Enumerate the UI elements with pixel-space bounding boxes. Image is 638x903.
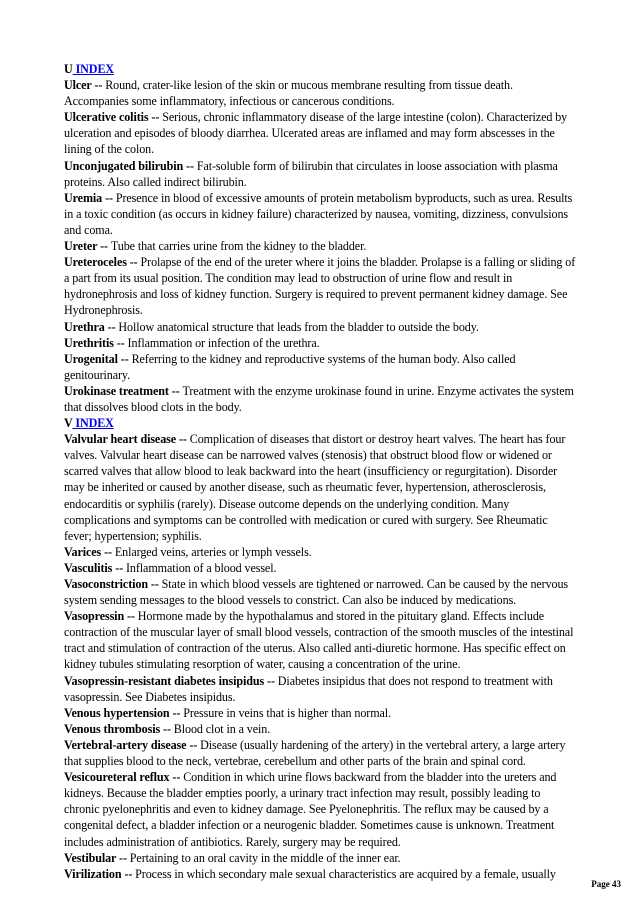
- term-separator: --: [126, 255, 141, 270]
- term-separator: --: [112, 560, 126, 575]
- glossary-entry: [64, 737, 578, 769]
- section-heading: [64, 61, 578, 77]
- glossary-term: Vestibular: [64, 850, 117, 865]
- index-link[interactable]: INDEX: [72, 62, 115, 76]
- glossary-term: Ulcer: [64, 78, 92, 93]
- term-separator: --: [124, 609, 138, 624]
- term-separator: --: [113, 335, 128, 350]
- glossary-entry: [64, 544, 578, 560]
- glossary-term: Ureter: [64, 239, 98, 254]
- glossary-definition: Tube that carries urine from the kidney to the bladder.: [110, 239, 367, 254]
- glossary-term: Vasculitis: [64, 560, 113, 575]
- term-separator: --: [117, 351, 132, 366]
- glossary-term: Vasopressin-resistant diabetes insipidus: [64, 673, 265, 688]
- glossary-term: Uremia: [64, 190, 103, 205]
- glossary-term: Vesicoureteral reflux: [64, 770, 170, 785]
- glossary-entry: [64, 608, 578, 672]
- glossary-entry: [64, 351, 578, 383]
- glossary-page: [64, 61, 578, 882]
- glossary-entry: [64, 769, 578, 849]
- term-separator: --: [169, 705, 184, 720]
- glossary-term: Vasoconstriction: [64, 577, 148, 591]
- glossary-entry: [64, 560, 578, 576]
- glossary-definition: Referring to the kidney and reproductive systems of the human body. Also called genitourinary.: [64, 351, 516, 382]
- glossary-entry: [64, 254, 578, 318]
- glossary-entry: [64, 673, 578, 705]
- glossary-definition: Treatment with the enzyme urokinase found in urine. Enzyme activates the system that dissolves blood clots in the body.: [64, 383, 574, 414]
- glossary-term: Urethritis: [64, 335, 114, 350]
- glossary-definition: Blood clot in a vein.: [173, 721, 271, 736]
- glossary-definition: Disease (usually hardening of the artery) in the vertebral artery, a large artery that supplies blood to the neck, vertebrae, cerebellum and other parts of the brain and spinal cord.: [64, 737, 566, 769]
- term-separator: --: [264, 673, 278, 688]
- glossary-definition: Process in which secondary male sexual characteristics are acquired by a female, usually: [135, 866, 556, 881]
- glossary-definition: Condition in which urine flows backward from the bladder into the ureters and kidneys. Because the bladder empties poorly, a urinary tract infection may result, possibly leading to chronic pyelonephritis and even to kidney damage. See Pyelonephritis. The reflux may be caused by a congenital defect, a bladder infection or a neurogenic bladder. Sometimes cause is unknown. Treatment includes administration of antibiotics. Rarely, surgery may be required.: [64, 770, 557, 849]
- index-link[interactable]: INDEX: [72, 416, 114, 431]
- term-separator: --: [101, 544, 115, 559]
- glossary-term: Virilization: [64, 866, 122, 881]
- glossary-term: Urogenital: [64, 351, 118, 366]
- glossary-definition: Diabetes insipidus that does not respond to treatment with vasopressin. See Diabetes insipidus.: [64, 673, 553, 704]
- term-separator: --: [169, 770, 184, 785]
- term-separator: --: [176, 432, 190, 447]
- glossary-term: Venous hypertension: [64, 705, 170, 720]
- term-separator: --: [91, 78, 106, 93]
- glossary-definition: Serious, chronic inflammatory disease of the large intestine (colon). Characterized by ulceration and episodes of bloody diarrhea. Ulcerated areas are inflamed and may form abscesses in the lining of the colon.: [64, 110, 568, 157]
- section-letter: U: [64, 62, 73, 76]
- glossary-section-v: [64, 415, 578, 882]
- glossary-definition: Enlarged veins, arteries or lymph vessels.: [114, 544, 312, 559]
- glossary-definition: Inflammation of a blood vessel.: [126, 560, 277, 575]
- glossary-entry: [64, 158, 578, 190]
- term-separator: --: [160, 721, 174, 736]
- glossary-term: Unconjugated bilirubin: [64, 158, 184, 173]
- glossary-definition: Fat-soluble form of bilirubin that circulates in loose association with plasma proteins. Also called indirect bilirubin.: [64, 158, 558, 189]
- glossary-term: Valvular heart disease: [64, 432, 177, 447]
- glossary-entry: [64, 238, 578, 254]
- section-heading: [64, 415, 578, 431]
- glossary-entry: [64, 335, 578, 351]
- term-separator: --: [148, 110, 163, 125]
- glossary-definition: Round, crater-like lesion of the skin or mucous membrane resulting from tissue death. Accompanies some inflammatory, infectious or cancerous conditions.: [64, 78, 513, 109]
- term-separator: --: [97, 239, 111, 254]
- term-separator: --: [121, 866, 136, 881]
- glossary-entry: [64, 576, 578, 608]
- page-number: Page 43: [591, 879, 621, 889]
- glossary-term: Varices: [64, 544, 102, 559]
- term-separator: --: [104, 319, 119, 334]
- glossary-entry: [64, 850, 578, 866]
- term-separator: --: [183, 158, 197, 173]
- term-separator: --: [186, 737, 201, 752]
- glossary-entry: [64, 431, 578, 544]
- glossary-term: Urethra: [64, 319, 105, 334]
- section-letter: V: [64, 416, 73, 431]
- term-separator: --: [102, 190, 116, 205]
- term-separator: --: [116, 850, 130, 865]
- glossary-section-u: [64, 61, 578, 415]
- glossary-definition: Pertaining to an oral cavity in the middle of the inner ear.: [129, 850, 401, 865]
- glossary-term: Vasopressin: [64, 609, 125, 624]
- glossary-definition: Inflammation or infection of the urethra.: [127, 335, 320, 350]
- glossary-sections: [64, 61, 578, 882]
- glossary-definition: Prolapse of the end of the ureter where it joins the bladder. Prolapse is a falling or sliding of a part from its usual position. The condition may lead to obstruction of urine flow and result in hydronephrosis and loss of kidney function. Surgery is required to prevent permanent kidney damage. See Hydronephrosis.: [64, 255, 576, 318]
- glossary-entry: [64, 319, 578, 335]
- glossary-term: Ulcerative colitis: [64, 110, 149, 125]
- glossary-term: Ureteroceles: [64, 255, 127, 270]
- glossary-term: Urokinase treatment: [64, 383, 169, 398]
- term-separator: --: [168, 383, 183, 398]
- glossary-entry: [64, 866, 578, 882]
- glossary-definition: State in which blood vessels are tightened or narrowed. Can be caused by the nervous system sending messages to the blood vessels to constrict. Can also be induced by medications.: [64, 577, 569, 608]
- glossary-term: Vertebral-artery disease: [64, 737, 187, 752]
- glossary-entry: [64, 705, 578, 721]
- glossary-definition: Pressure in veins that is higher than normal.: [183, 705, 391, 720]
- glossary-entry: [64, 77, 578, 109]
- glossary-entry: [64, 383, 578, 415]
- term-separator: --: [147, 577, 162, 591]
- glossary-definition: Complication of diseases that distort or destroy heart valves. The heart has four valves. Valvular heart disease can be narrowed valves (stenosis) that obstruct blood flow or widened or scarred valves that allow blood to leak backward into the heart (insufficiency or regurgitation). Disorder may be inherited or caused by another disease, such as rheumatic fever, hypertension, atherosclerosis, endocarditis or syphilis (rarely). Disease outcome depends on the underlying condition. Many complications and symptoms can be controlled with medication or cured with surgery. See Rheumatic fever; hypertension; syphilis.: [64, 432, 566, 543]
- glossary-entry: [64, 190, 578, 238]
- glossary-definition: Hollow anatomical structure that leads from the bladder to outside the body.: [118, 319, 479, 334]
- glossary-term: Venous thrombosis: [64, 721, 161, 736]
- glossary-entry: [64, 721, 578, 737]
- glossary-entry: [64, 109, 578, 157]
- glossary-definition: Presence in blood of excessive amounts of protein metabolism byproducts, such as urea. Results in a toxic condition (as occurs in kidney failure) characterized by nausea, vomiting, dizziness, convulsions and coma.: [64, 190, 573, 237]
- glossary-definition: Hormone made by the hypothalamus and stored in the pituitary gland. Effects include contraction of the muscular layer of small blood vessels, contraction of the smooth muscles of the intestinal tract and stimulation of contraction of the uterus. Also called anti-diuretic hormone. Has specific effect on kidney tubules stimulating resorption of water, causing a concentration of the urine.: [64, 609, 574, 672]
